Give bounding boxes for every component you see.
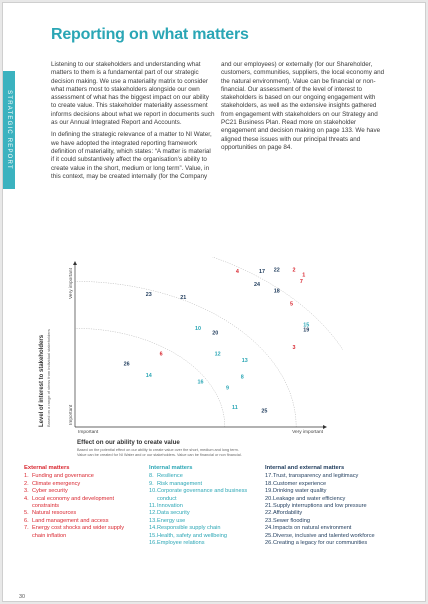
legend-item-number: 17.	[265, 473, 273, 480]
legend-item-text: Supply interruptions and low pressure	[273, 503, 367, 510]
x-axis-arrow-icon	[323, 425, 327, 429]
matrix-point-3: 3	[292, 345, 296, 352]
legend-item	[265, 496, 383, 503]
matrix-point-25: 25	[261, 408, 268, 415]
legend-item-number: 11.	[149, 503, 157, 510]
legend-item-number: 13.	[149, 517, 157, 524]
legend-item-number: 5.	[24, 510, 29, 517]
y-axis-subtitle: Based on a range of views from individual stakeholders	[46, 329, 51, 427]
legend-item-text: Corporate governance and business conduct	[157, 488, 248, 502]
matrix-point-19: 19	[303, 327, 310, 334]
matrix-point-9: 9	[226, 385, 230, 392]
legend-item	[265, 488, 383, 495]
body-paragraph: In defining the strategic relevance of a matter to NI Water, we have adopted the integrated reporting framework definition of materiality, which states: “A matter is material if it could substantively affect the organisation’s ability to create value in the short, medium or long term”. Value, in this context, may be created internally (for the Company	[51, 131, 212, 180]
matrix-point-20: 20	[212, 330, 219, 337]
x-axis-subtitle-line: Value can be created for NI Water and or our stakeholders. Value can be financial or non financial.	[77, 453, 242, 457]
y-axis-low-label: Important	[69, 404, 74, 425]
legend-item-text: Natural resources	[32, 510, 77, 517]
matrix-point-2: 2	[292, 267, 296, 274]
x-axis-title: Effect on our ability to create value	[77, 439, 180, 446]
legend-item-text: Innovation	[157, 503, 183, 510]
matrix-point-17: 17	[258, 269, 265, 276]
body-paragraph: and our employees) or externally (for our Shareholder, customers, communities, suppliers, the local economy and the natural environment). Value can be financial or non-financial. Our assessment of the level of interest to stakeholders is based on our ongoing engagement with stakeholders, as well as the extensive insights gathered from engagement with stakeholders on our Strategy and PC21 Business Plan. Read more on stakeholder engagement and decision making on page 133. We have aligned these issues with our principal threats and opportunities on page 84.	[221, 61, 385, 151]
legend-both	[265, 465, 383, 547]
legend-item-number: 14.	[149, 525, 157, 532]
legend-item	[149, 525, 249, 532]
legend-item-number: 15.	[149, 532, 157, 539]
body-column-1	[51, 61, 215, 185]
body-paragraph: Listening to our stakeholders and understanding what matters to them is a fundamental part of our strategic decision making. We use a materiality matrix to consider what matters most to stakeholders alongside our own assessment of what has the biggest impact on our ability to create value. This stakeholder materiality assessment informs decisions about what we report in documents such as our Annual Integrated Report and Accounts.	[51, 61, 215, 127]
legend-item	[265, 518, 383, 525]
legend-item-number: 10.	[149, 488, 157, 495]
legend-item	[24, 518, 136, 525]
legend-item	[149, 473, 249, 480]
legend-item-number: 26.	[265, 540, 273, 547]
page-title: Reporting on what matters	[51, 26, 249, 43]
matrix-point-13: 13	[241, 358, 248, 365]
matrix-point-1: 1	[302, 272, 306, 279]
legend-item-text: Impacts on natural environment	[273, 525, 352, 532]
legend-item-text: Risk management	[157, 480, 203, 487]
legend-item	[149, 481, 249, 488]
legend-item-text: Local economy and development constraints	[32, 495, 115, 510]
legend-item	[149, 510, 249, 517]
legend-item-text: Sewer flooding	[273, 517, 311, 524]
legend-item-text: Health, safety and wellbeing	[157, 532, 227, 539]
legend-item-number: 7.	[24, 525, 29, 532]
legend-item-number: 3.	[24, 488, 29, 495]
matrix-point-18: 18	[273, 288, 280, 295]
legend-item-number: 19.	[265, 488, 273, 495]
matrix-point-21: 21	[180, 295, 187, 302]
legend-item-number: 22.	[265, 510, 273, 517]
x-axis-high-label: Very important	[292, 430, 323, 435]
legend-internal	[149, 465, 249, 547]
legend-item	[149, 503, 249, 510]
legend-item-number: 18.	[265, 480, 273, 487]
legend-item-number: 2.	[24, 480, 29, 487]
legend-item-number: 16.	[149, 540, 157, 547]
legend-item-text: Creating a legacy for our communities	[273, 540, 368, 547]
matrix-point-7: 7	[299, 278, 303, 285]
y-axis-high-label: Very important	[69, 268, 74, 299]
x-axis-low-label: Important	[78, 430, 99, 435]
legend-item	[24, 481, 136, 488]
legend-item-text: Responsible supply chain	[157, 525, 221, 532]
section-tab	[3, 71, 15, 189]
legend-heading: Internal matters	[149, 465, 193, 471]
legend-item-number: 20.	[265, 495, 273, 502]
legend-list	[24, 473, 136, 540]
legend-item	[149, 518, 249, 525]
matrix-point-5: 5	[289, 301, 293, 308]
legend-item-text: Land management and access	[32, 517, 109, 524]
legend-item-text: Resilience	[157, 473, 183, 480]
legend-item-number: 23.	[265, 517, 273, 524]
legend-item-number: 24.	[265, 525, 273, 532]
page-number: 30	[19, 594, 25, 600]
matrix-point-22: 22	[273, 267, 280, 274]
legend-item-text: Energy cost shocks and wider supply chain inflation	[32, 525, 125, 539]
legend-item	[265, 473, 383, 480]
body-column-2	[221, 61, 389, 156]
materiality-matrix	[43, 257, 343, 435]
section-tab-label: STRATEGIC REPORT	[6, 90, 12, 170]
matrix-point-4: 4	[235, 269, 239, 276]
x-axis-subtitle	[77, 448, 242, 458]
matrix-point-23: 23	[145, 291, 152, 298]
legend-item	[24, 473, 136, 480]
legend-external	[24, 465, 136, 540]
legend-item-text: Cyber security	[32, 488, 68, 495]
x-axis-subtitle-line: Based on the potential effect on our ability to create value over the short, medium and long term.	[77, 448, 239, 452]
matrix-point-16: 16	[197, 379, 204, 386]
legend-item	[24, 525, 136, 540]
threshold-arc	[75, 281, 296, 427]
legend-item-number: 12.	[149, 510, 157, 517]
legend-item	[265, 510, 383, 517]
legend-item	[265, 525, 383, 532]
legend-item	[265, 481, 383, 488]
legend-item-number: 1.	[24, 473, 29, 480]
matrix-points	[124, 267, 310, 414]
legend-item-text: Diverse, inclusive and talented workforce	[273, 532, 375, 539]
legend-item-number: 21.	[265, 503, 273, 510]
legend-item-text: Funding and governance	[32, 473, 94, 480]
legend-list	[265, 473, 383, 547]
legend-item	[265, 540, 383, 547]
legend-item	[149, 533, 249, 540]
legend-item	[149, 488, 249, 503]
legend-item	[149, 540, 249, 547]
legend-item-text: Affordability	[273, 510, 303, 517]
legend-item-number: 6.	[24, 517, 29, 524]
legend-heading: Internal and external matters	[265, 465, 345, 471]
legend-item	[24, 496, 136, 511]
legend-heading: External matters	[24, 465, 70, 471]
legend-item-text: Data security	[157, 510, 190, 517]
matrix-point-14: 14	[145, 372, 152, 379]
matrix-point-10: 10	[195, 325, 201, 332]
matrix-point-6: 6	[159, 351, 163, 358]
y-axis-title: Level of interest to stakeholders	[39, 334, 45, 427]
matrix-point-15: 15	[303, 322, 310, 329]
legend-item-number: 9.	[149, 480, 154, 487]
y-axis-arrow-icon	[73, 261, 77, 265]
legend-item-text: Leakage and water efficiency	[273, 495, 346, 502]
legend-item	[24, 510, 136, 517]
legend-item-text: Trust, transparency and legitimacy	[273, 473, 359, 480]
matrix-point-26: 26	[123, 361, 130, 368]
legend-item-text: Customer experience	[273, 480, 327, 487]
y-axis-title-block	[39, 329, 51, 427]
legend-item-number: 25.	[265, 532, 273, 539]
legend-item	[24, 488, 136, 495]
matrix-point-11: 11	[232, 405, 238, 412]
legend-item-text: Climate emergency	[32, 480, 81, 487]
legend-item	[265, 503, 383, 510]
legend-item	[265, 533, 383, 540]
matrix-point-8: 8	[240, 374, 244, 381]
matrix-point-12: 12	[214, 351, 221, 358]
matrix-point-24: 24	[254, 282, 261, 289]
legend-item-number: 8.	[149, 473, 154, 480]
legend-item-text: Energy use	[157, 517, 186, 524]
legend-item-text: Drinking water quality	[273, 488, 327, 495]
report-page	[2, 2, 426, 602]
legend-item-number: 4.	[24, 495, 29, 502]
legend-list	[149, 473, 249, 547]
legend-item-text: Employee relations	[157, 540, 205, 547]
